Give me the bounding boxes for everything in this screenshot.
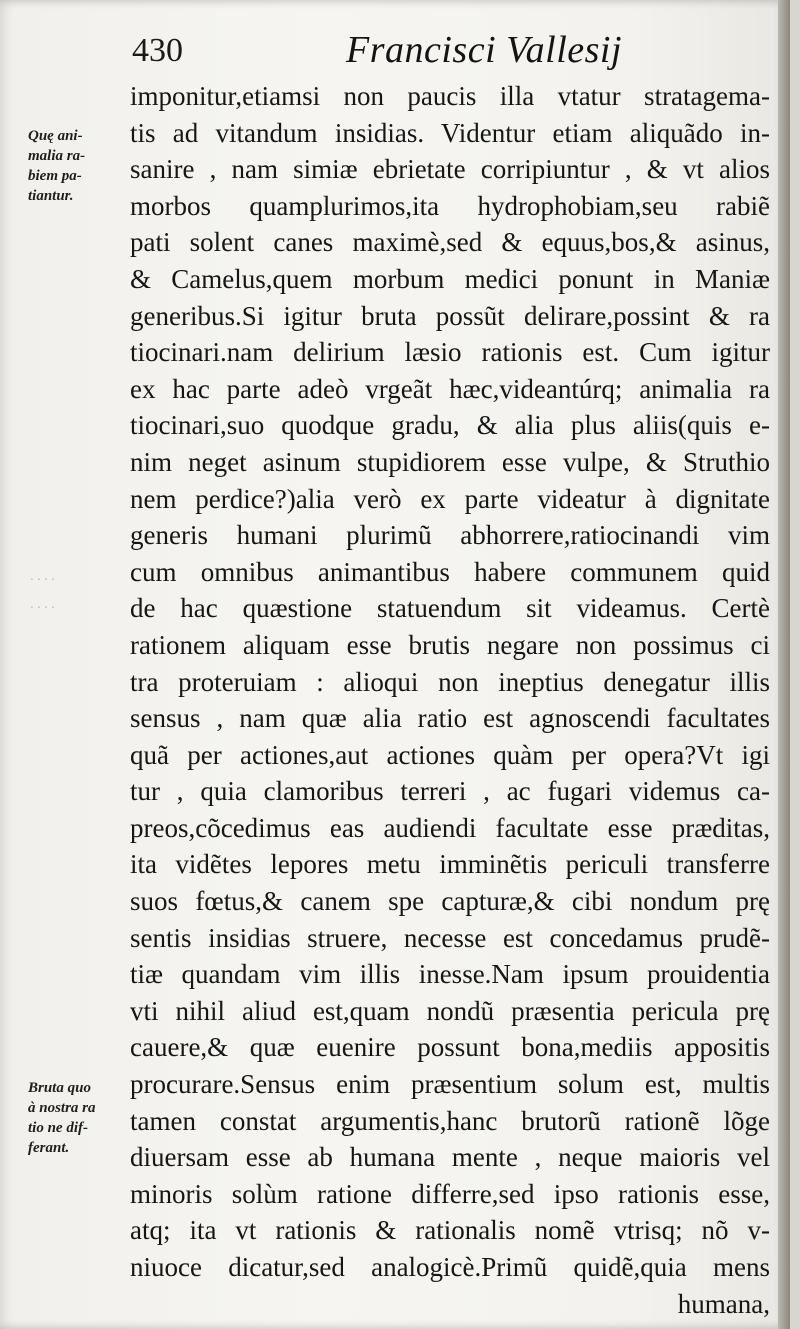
text-line: cauere,& quæ euenire possunt bona,mediis appositis xyxy=(130,1032,770,1063)
text-line: tiocinari,suo quodque gradu, & alia plus aliis(quis e- xyxy=(130,410,770,441)
margin-note-rabies xyxy=(28,126,128,206)
show-through-mark: · · · · xyxy=(30,573,55,588)
text-line: vti nihil aliud est,quam nondũ præsentia pericula prę xyxy=(130,995,770,1026)
body-text xyxy=(130,78,770,1322)
show-through-mark: · · · · xyxy=(30,601,55,616)
running-head: Francisci Vallesij xyxy=(346,29,623,71)
margin-note-line: malia ra- xyxy=(28,148,86,164)
text-line: humana, xyxy=(677,1288,770,1319)
text-line: rationem aliquam esse brutis negare non possimus ci xyxy=(130,629,770,660)
text-line: tra proteruiam : alioqui non ineptius denegatur illis xyxy=(130,666,770,697)
page-edge-shadow xyxy=(778,0,790,1329)
text-line: imponitur,etiamsi non paucis illa vtatur stratagema- xyxy=(130,81,770,111)
text-line: morbos quamplurimos,ita hydrophobiam,seu rabiẽ xyxy=(130,190,770,221)
margin-note-line: à nostra ra xyxy=(28,1100,96,1116)
text-line: ita vidẽtes lepores metu imminẽtis periculi transferre xyxy=(130,849,770,880)
text-line: quã per actiones,aut actiones quàm per opera?Vt igi xyxy=(130,739,770,770)
margin-note-line: Quę ani- xyxy=(28,128,83,144)
text-line: de hac quæstione statuendum sit videamus. Certè xyxy=(130,593,770,624)
text-line: sanire , nam simiæ ebrietate corripiuntur , & vt alios xyxy=(130,154,770,185)
text-line: tur , quia clamoribus terreri , ac fugari videmus ca- xyxy=(130,776,770,807)
text-line: tiocinari.nam delirium læsio rationis est. Cum igitur xyxy=(130,337,770,368)
text-line: ex hac parte adeò vrgeãt hæc,videantúrq; animalia ra xyxy=(130,373,770,404)
text-line: suos fœtus,& canem spe capturæ,& cibi nondum prę xyxy=(130,886,770,917)
text-line: sensus , nam quæ alia ratio est agnoscendi facultates xyxy=(130,703,770,734)
text-line: nim neget asinum stupidiorem esse vulpe, & Struthio xyxy=(130,446,770,477)
page-header xyxy=(0,28,790,78)
text-line: pati solent canes maximè,sed & equus,bos,& asinus, xyxy=(130,227,770,258)
text-line: tamen constat argumentis,hanc brutorũ rationẽ lõge xyxy=(130,1105,770,1136)
text-line: & Camelus,quem morbum medici ponunt in Maniæ xyxy=(130,263,770,294)
margin-note-line: ferant. xyxy=(28,1140,70,1156)
text-line: niuoce dicatur,sed analogicè.Primũ quidẽ,quia mens xyxy=(130,1252,770,1282)
text-line: preos,cõcedimus eas audiendi facultate esse præditas, xyxy=(130,812,770,843)
page-number: 430 xyxy=(132,32,183,69)
text-line: procurare.Sensus enim præsentium solum est, multis xyxy=(130,1069,770,1100)
margin-note-line: tio ne dif- xyxy=(28,1120,88,1136)
text-line: sentis insidias struere, necesse est concedamus prudẽ- xyxy=(130,922,770,953)
margin-note-line: Bruta quo xyxy=(28,1080,91,1096)
text-line: diuersam esse ab humana mente , neque maioris vel xyxy=(130,1142,770,1173)
margin-note-line: biem pa- xyxy=(28,168,82,184)
text-line: minoris solùm ratione differre,sed ipso rationis esse, xyxy=(130,1178,770,1209)
text-line: cum omnibus animantibus habere communem quid xyxy=(130,556,770,587)
margin-note-line: tiantur. xyxy=(28,188,74,204)
text-line: tiæ quandam vim illis inesse.Nam ipsum prouidentia xyxy=(130,959,770,990)
text-line: nem perdice?)alia verò ex parte videatur à dignitate xyxy=(130,483,770,514)
text-line: generis humani plurimũ abhorrere,ratiocinandi vim xyxy=(130,520,770,551)
margin-note-bruta xyxy=(28,1078,128,1158)
text-line: atq; ita vt rationis & rationalis nomẽ vtrisq; nõ v- xyxy=(130,1215,770,1246)
text-line: generibus.Si igitur bruta possũt delirare,possint & ra xyxy=(130,300,770,331)
text-line: tis ad vitandum insidias. Videntur etiam aliquãdo in- xyxy=(130,117,770,148)
